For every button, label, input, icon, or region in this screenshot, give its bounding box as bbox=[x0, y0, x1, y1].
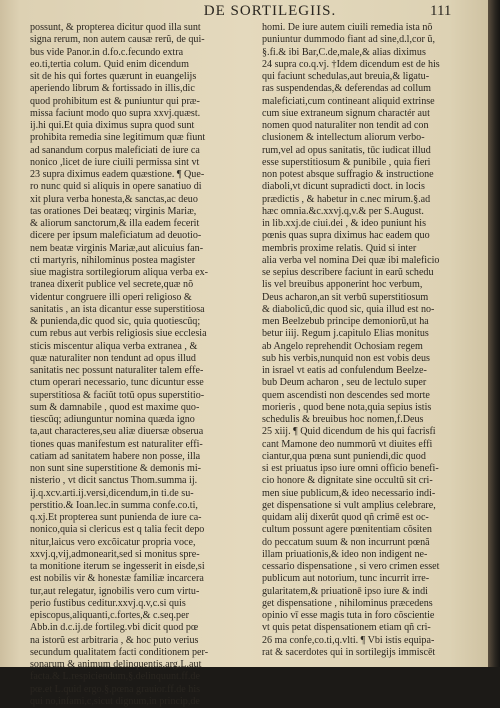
text-line: xit plura verba honesta,& sanctas,ac deuo bbox=[30, 193, 198, 205]
text-line: facta.& L.respiciendum,§.delinquunt.ff.de bbox=[30, 671, 200, 683]
text-line: quod prohibitum est & puniuntur qui præ- bbox=[30, 95, 200, 107]
text-line: bus vide Panor.in d.fo.c.fecundo extra bbox=[30, 46, 184, 58]
text-line: sub his verbis,nunquid non est vobis deus bbox=[262, 352, 430, 364]
text-line: get dispensatione , nihilominus præcedens bbox=[262, 597, 433, 609]
text-line: puniuntur dummodo fiant ad sine,d.l,cor ũ, bbox=[262, 34, 435, 46]
text-line: episcopus,aliquanti,c.fortes,& c.seq.per bbox=[30, 610, 189, 621]
text-line: tur,aut relegatur, ignobilis vero cum virtu- bbox=[30, 585, 200, 597]
text-line: na istorũ est arbitraria , & hoc puto verius bbox=[30, 634, 199, 646]
text-line: cum siue extraneum signum charactér aut bbox=[262, 107, 430, 119]
text-line: signa rerum, non autem causæ rerũ, de qui- bbox=[30, 34, 205, 46]
text-line: vt quis petat dispensationem etiam qñ cri- bbox=[262, 622, 431, 634]
text-line: quem ascendisti non descendes sed morte bbox=[262, 389, 430, 401]
text-line: Deus acharon,an sit verbũ superstitiosum bbox=[262, 291, 429, 303]
text-line: bub Deum acharon , seu de lectulo super bbox=[262, 377, 427, 389]
text-line: cio honore & dignitate sine occultũ sit cri- bbox=[262, 475, 433, 487]
text-line: sticis miscentur aliqua verba extranea , & bbox=[30, 340, 198, 352]
text-line: nomen quod naturaliter non tendit ad con bbox=[262, 120, 429, 131]
text-line: 23 supra diximus eadem quæstione. ¶ Que- bbox=[30, 169, 205, 180]
text-line: in israel vt eatis ad confulendum Beelze- bbox=[262, 365, 427, 376]
text-line: 24 supra co.q.vj. †Idem dicendum est de his bbox=[262, 58, 440, 70]
text-line: publicum aut notorium, tunc incurrit irre- bbox=[262, 573, 430, 585]
text-line: quidam alij dixerũt quod qñ crimē est oc- bbox=[262, 512, 429, 523]
text-line: catiam ad sanitatem habere non posse, illa bbox=[30, 450, 201, 462]
text-line: & aliorum sanctorum,& illa eadem fecerit bbox=[30, 218, 200, 229]
text-line: tiescũq; adiunguntur nomina quæda igno bbox=[30, 414, 195, 425]
text-line: nem beatæ virginis Mariæ,aut alicuius fan- bbox=[30, 242, 204, 254]
right-text-column bbox=[262, 22, 473, 659]
text-line: cum rebus aut verbis religiosis siue ecclesia bbox=[30, 328, 207, 340]
text-line: siue magistra sortilegiorum aliqua verba ex- bbox=[30, 267, 208, 278]
text-line: alia verba vel nomina Dei quæ ibi maleficio bbox=[262, 254, 440, 266]
text-line: tiones quas manifestum est naturaliter effi- bbox=[30, 438, 203, 450]
text-line: maleficiati,cum contineant aliquid extrinse bbox=[262, 95, 435, 107]
text-line: nonico,quia si clericus est q talia fecit depo bbox=[30, 524, 205, 536]
text-line: ta,aut characteres,seu aliæ diuersæ obserua bbox=[30, 426, 204, 438]
text-line: diaboli,vt dicunt supradicti doct. in locis bbox=[262, 181, 425, 193]
text-line: ta monitione iterum se ingesserit in eisde,si bbox=[30, 561, 205, 572]
text-line: sit de his qui fortes quærunt in euangelijs bbox=[30, 71, 197, 82]
left-text-column bbox=[30, 22, 241, 708]
text-line: illam priuationis,& ideo non indigent ne- bbox=[262, 548, 428, 560]
text-line: rat & sacerdotes qui in sortilegijs immiscēt bbox=[262, 646, 436, 658]
text-line: nisterio , vt dicit sanctus Thom.summa ij. bbox=[30, 475, 198, 487]
text-line: perio fustibus ceditur.xxvj.q.v,c.si quis bbox=[30, 597, 186, 609]
text-line: se sepius describere faciunt in earũ schedu bbox=[262, 267, 434, 278]
text-line: pœnis quas supra diximus hac eadem quo bbox=[262, 230, 430, 242]
text-line: est nobilis vir & honestæ familiæ incarcera bbox=[30, 573, 204, 585]
text-line: 26 ma confe,co.ti,q.vlti. ¶ Vbi istis equipa- bbox=[262, 634, 435, 646]
text-line: & diabolicũ,dic quod sic, quia illud est no- bbox=[262, 303, 435, 315]
text-line: in lib.xxj.de ciui.dei , & ideo puniunt his bbox=[262, 218, 427, 229]
text-line: possunt, & propterea dicitur quod illa sunt bbox=[30, 22, 201, 33]
text-line: §.fi.& ibi Bar,C.de,male,& alias diximus bbox=[262, 46, 426, 58]
running-title: DE SORTILEGIIS. bbox=[203, 3, 337, 19]
text-line: ad sanandum corpus maleficiati de iure ca bbox=[30, 144, 200, 156]
text-line: qui no,infami,c,sicut dignum,in princip,de bbox=[30, 695, 200, 707]
text-line: nonico ,licet de iure ciuili permissa sint vt bbox=[30, 156, 200, 168]
text-line: ij.hi qui.Et quia diximus supra quod sunt bbox=[30, 120, 195, 131]
text-line: ro nunc quid si aliquis in opere sanatiuo di bbox=[30, 181, 202, 193]
text-line: lis vel breuibus apponerint hoc verbum, bbox=[262, 279, 423, 291]
text-line: clusionem & intellectum aliorum verbo- bbox=[262, 132, 425, 144]
text-line: opinio vī esse magis tuta in foro cõscientie bbox=[262, 610, 435, 621]
text-line: cultum possunt agere pœnitentiam cõsiten bbox=[262, 524, 432, 536]
text-line: cessario dispensatione , si vero crimen esset bbox=[262, 561, 440, 572]
text-line: non potest absque suffragio & instructione bbox=[262, 169, 434, 180]
text-line: ras suspendendas,& deferendas ad collum bbox=[262, 83, 432, 95]
text-line: do peccatum suum & non incurrunt pœnã bbox=[262, 536, 430, 548]
text-line: morieris , quod bene nota,quia sepius istis bbox=[262, 401, 432, 413]
text-line: hæc omnia.&c.xxvj.q,v.& per S.August. bbox=[262, 205, 424, 217]
text-line: quæ naturaliter non tendunt ad opus illud bbox=[30, 352, 196, 364]
text-line: si est priuatus ipso iure omni officio benefi- bbox=[262, 463, 439, 474]
text-line: cti martyris, nihilominus postea magister bbox=[30, 254, 196, 266]
text-line: men Beelzebub principe demoniorũ,ut ha bbox=[262, 316, 429, 327]
text-line: membris proxime relatis. Quid si inter bbox=[262, 242, 417, 254]
text-line: Abb.in d.c.ij.de fortileg.vbi dicit quod pœ bbox=[30, 622, 199, 634]
text-line: ab Angelo reprehendit Ochosiam regem bbox=[262, 340, 423, 352]
text-line: get dispensatione si vult amplius celebrare, bbox=[262, 499, 436, 511]
text-line: qui faciunt schedulas,aut breuia,& ligatu- bbox=[262, 71, 430, 82]
text-line: 25 xiij. ¶ Quid dicendum de his qui facrisfi bbox=[262, 426, 436, 438]
text-line: esse superstitiosum & punibile , quia fieri bbox=[262, 156, 431, 168]
text-line: secundum qualitatem facti conditionem per- bbox=[30, 646, 209, 658]
text-line: & punienda,dic quod sic, quia quotiescũq; bbox=[30, 316, 201, 327]
text-line: non sunt sine superstitione & demonis mi- bbox=[30, 463, 202, 474]
text-line: pœ.et L.quid ergo.§.pœna grauior.ff.de his bbox=[30, 683, 201, 695]
text-line: ctum operari necessario, tunc dicuntur esse bbox=[30, 377, 204, 389]
text-line: missa faciunt modo quo supra xxvj.quæst. bbox=[30, 107, 201, 119]
text-line: sanitatis , an ista dicantur esse superstitiosa bbox=[30, 303, 205, 315]
text-line: aperiendo librum & fortissado in illis,dic bbox=[30, 83, 195, 95]
text-line: men siue publicum,& ideo necessario indi- bbox=[262, 487, 436, 499]
text-line: nitur,laicus vero excõicatur propria voce, bbox=[30, 536, 196, 548]
text-line: tranea dixerit publice vel secrete,quæ nõ bbox=[30, 279, 194, 291]
text-line: schedulis & breuibus hoc nomen,f.Deus bbox=[262, 414, 424, 425]
text-line: gularitatem,& priuationē ipso iure & indi bbox=[262, 585, 428, 597]
text-line: ciantur,qua pœna sunt puniendi,dic quod bbox=[262, 450, 426, 462]
text-line: perstitio.& Ioan.lec.in summa confe.co.ti, bbox=[30, 499, 198, 511]
text-line: dicere per ipsum maleficiatum ad deuotio- bbox=[30, 230, 202, 242]
text-line: homi. De iure autem ciuili remedia ista nõ bbox=[262, 22, 433, 33]
text-line: tas orationes Dei beatæq; virginis Mariæ, bbox=[30, 205, 197, 217]
text-line: videntur congruere illi operi religioso & bbox=[30, 291, 192, 303]
text-line: sanitatis nec possunt naturaliter talem effe- bbox=[30, 365, 204, 376]
text-line: sum & damnabile , quod est maxime quo- bbox=[30, 401, 200, 413]
text-line: prohibita remedia sine legitimum quæ fiunt bbox=[30, 132, 206, 144]
text-line: rum,vel ad opus sanitatis, tūc iudicat illud bbox=[262, 144, 431, 156]
text-line: sonarum & animum delinquentis,arg.L.aut bbox=[30, 659, 202, 670]
text-line: q.xj.Et propterea sunt punienda de iure ca- bbox=[30, 512, 202, 523]
text-line: ij.q.xcv.arti.ij.versi,dicendum,in ti.de su- bbox=[30, 487, 194, 499]
text-line: prædictis , & habetur in c.nec mirum.§.ad bbox=[262, 193, 431, 205]
text-line: cant Mamone deo nummorũ vt diuites effi bbox=[262, 438, 433, 450]
text-line: superstitiosa & faciũt totũ opus superstitio- bbox=[30, 389, 205, 401]
page-number: 111 bbox=[430, 3, 452, 19]
text-line: betur iiij. Regum j.capitulo Elias monitus bbox=[262, 328, 429, 340]
book-gutter-edge bbox=[488, 0, 500, 667]
text-line: xxvj.q,vij,admonearit,sed si monitus spre- bbox=[30, 548, 200, 560]
text-line: eo.ti,tertia colum. Quid enim dicendum bbox=[30, 58, 189, 70]
